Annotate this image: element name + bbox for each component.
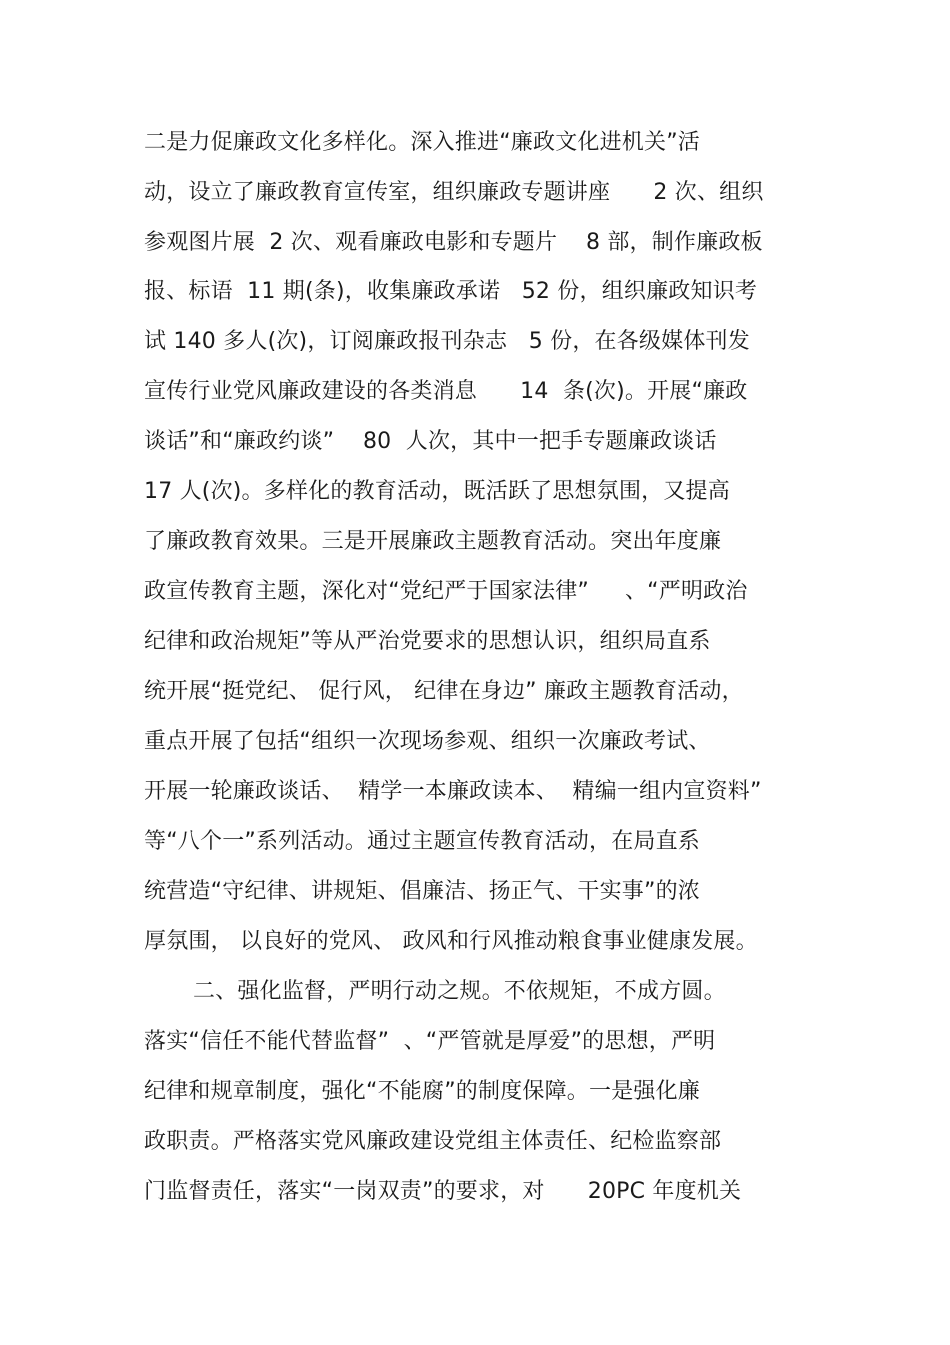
text-line: 谈话”和“廉政约谈” 80 人次，其中一把手专题廉政谈话 [144, 429, 717, 454]
text-line: 试 140 多人(次)，订阅廉政报刊杂志 5 份，在各级媒体刊发 [144, 329, 750, 354]
text-line: 17 人(次)。多样化的教育活动，既活跃了思想氛围，又提高 [144, 479, 730, 504]
text-line: 等“八个一”系列活动。通过主题宣传教育活动，在局直系 [144, 829, 700, 854]
text-line: 宣传行业党风廉政建设的各类消息 14 条(次)。开展“廉政 [144, 379, 748, 404]
text-line: 了廉政教育效果。三是开展廉政主题教育活动。突出年度廉 [144, 529, 722, 554]
text-line: 政职责。严格落实党风廉政建设党组主体责任、纪检监察部 [144, 1129, 722, 1154]
text-line: 纪律和政治规矩”等从严治党要求的思想认识，组织局直系 [144, 629, 711, 654]
text-line: 开展一轮廉政谈话、 精学一本廉政读本、 精编一组内宣资料” [144, 779, 762, 804]
text-line: 参观图片展 2 次、观看廉政电影和专题片 8 部，制作廉政板 [144, 230, 763, 255]
text-line: 门监督责任，落实“一岗双责”的要求，对 20PC 年度机关 [144, 1179, 742, 1204]
text-line: 纪律和规章制度，强化“不能腐”的制度保障。一是强化廉 [144, 1079, 700, 1104]
text-line: 二是力促廉政文化多样化。深入推进“廉政文化进机关”活 [144, 130, 700, 155]
text-line: 政宣传教育主题，深化对“党纪严于国家法律” 、“严明政治 [144, 579, 748, 604]
text-line: 统营造“守纪律、讲规矩、倡廉洁、扬正气、干实事”的浓 [144, 879, 700, 904]
text-line: 落实“信任不能代替监督” 、“严管就是厚爱”的思想，严明 [144, 1029, 716, 1054]
section-heading-line: 二、强化监督，严明行动之规。不依规矩，不成方圆。 [193, 979, 726, 1004]
text-line: 报、标语 11 期(条)，收集廉政承诺 52 份，组织廉政知识考 [144, 279, 758, 304]
text-line: 重点开展了包括“组织一次现场参观、组织一次廉政考试、 [144, 729, 711, 754]
text-line: 厚氛围， 以良好的党风、 政风和行风推动粮食事业健康发展。 [144, 929, 758, 954]
text-line: 动，设立了廉政教育宣传室，组织廉政专题讲座 2 次、组织 [144, 180, 764, 205]
text-line: 统开展“挺党纪、 促行风， 纪律在身边” 廉政主题教育活动， [144, 679, 744, 704]
